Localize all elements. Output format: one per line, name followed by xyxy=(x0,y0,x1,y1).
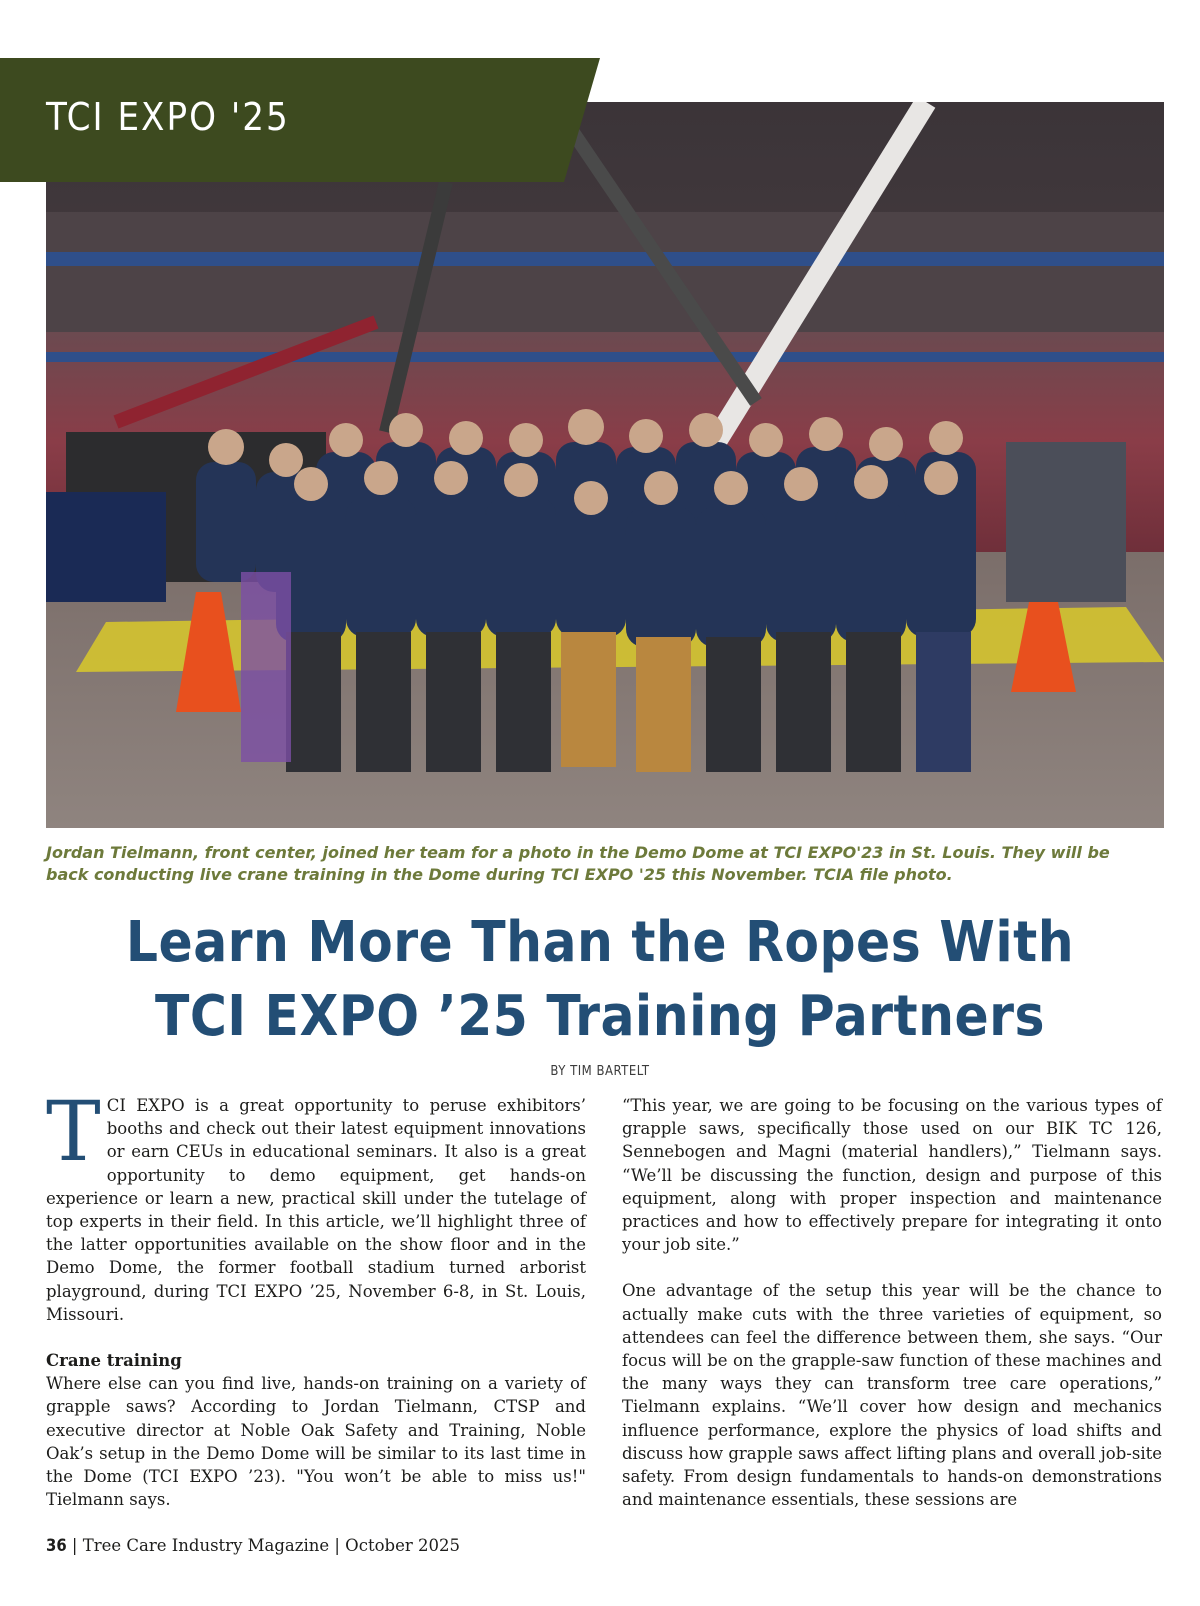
article-column-left xyxy=(46,1085,586,1511)
team-photo-illustration xyxy=(46,102,1164,828)
publication-info: | Tree Care Industry Magazine | October 2025 xyxy=(66,1536,460,1555)
team-photo xyxy=(46,102,1164,828)
headline-line-1: Learn More Than the Ropes With xyxy=(125,910,1075,975)
quote-paragraph: “This year, we are going to be focusing on the various types of grapple saws, specifically those used on our BIK TC 126, Sennebogen and Magni (material handlers),” Tielmann says. “We’ll be discussing the function, design and purpose of this equipment, along with proper inspection and maintenance practices and how to effectively prepare for integrating it onto your job site.” xyxy=(622,1096,1162,1255)
intro-text: CI EXPO is a great opportunity to peruse exhibitors’ booths and check out their latest equipment innovations or earn CEUs in educational seminars. It also is a great opportunity to demo equipment, get hands-on experience or learn a new, practical skill under the tutelage of top experts in their field. In this article, we’ll highlight three of the latter opportunities available on the show floor and in the Demo Dome, the former football stadium turned arborist playground, during TCI EXPO ’25, November 6-8, in St. Louis, Missouri. xyxy=(46,1096,586,1324)
article-headline xyxy=(0,906,1200,1054)
drop-cap: T xyxy=(46,1085,101,1180)
subhead-crane-training: Crane training xyxy=(46,1351,182,1371)
byline: BY TIM BARTELT xyxy=(550,1064,650,1079)
article-column-right xyxy=(622,1094,1162,1511)
page-footer xyxy=(46,1536,460,1555)
intro-paragraph xyxy=(46,1085,586,1326)
page-number: 36 xyxy=(46,1536,67,1555)
section-label: TCI EXPO '25 xyxy=(46,95,290,139)
crane-paragraph: Where else can you find live, hands-on training on a variety of grapple saws? According to Jordan Tielmann, CTSP and executive director at Noble Oak Safety and Training, Noble Oak’s setup in the Demo Dome will be similar to its last time in the Dome (TCI EXPO ’23). "You won’t be able to miss us!" Tielmann says. xyxy=(46,1374,586,1510)
headline-line-2: TCI EXPO ’25 Training Partners xyxy=(154,984,1046,1049)
photo-caption: Jordan Tielmann, front center, joined her team for a photo in the Demo Dome at TCI EXPO'23 in St. Louis. They will be back conducting live crane training in the Dome during TCI EXPO '25 this November. TCIA file photo. xyxy=(46,843,1110,884)
advantage-paragraph: One advantage of the setup this year will be the chance to actually make cuts with the three varieties of equipment, so attendees can feel the difference between them, she says. “Our focus will be on the grapple-saw function of these machines and the many ways they can transform tree care operations,” Tielmann explains. “We’ll cover how design and mechanics influence performance, explore the physics of load shifts and discuss how grapple saws affect lifting plans and overall job-site safety. From design fundamentals to hands-on demonstrations and maintenance essentials, these sessions are xyxy=(622,1281,1162,1510)
